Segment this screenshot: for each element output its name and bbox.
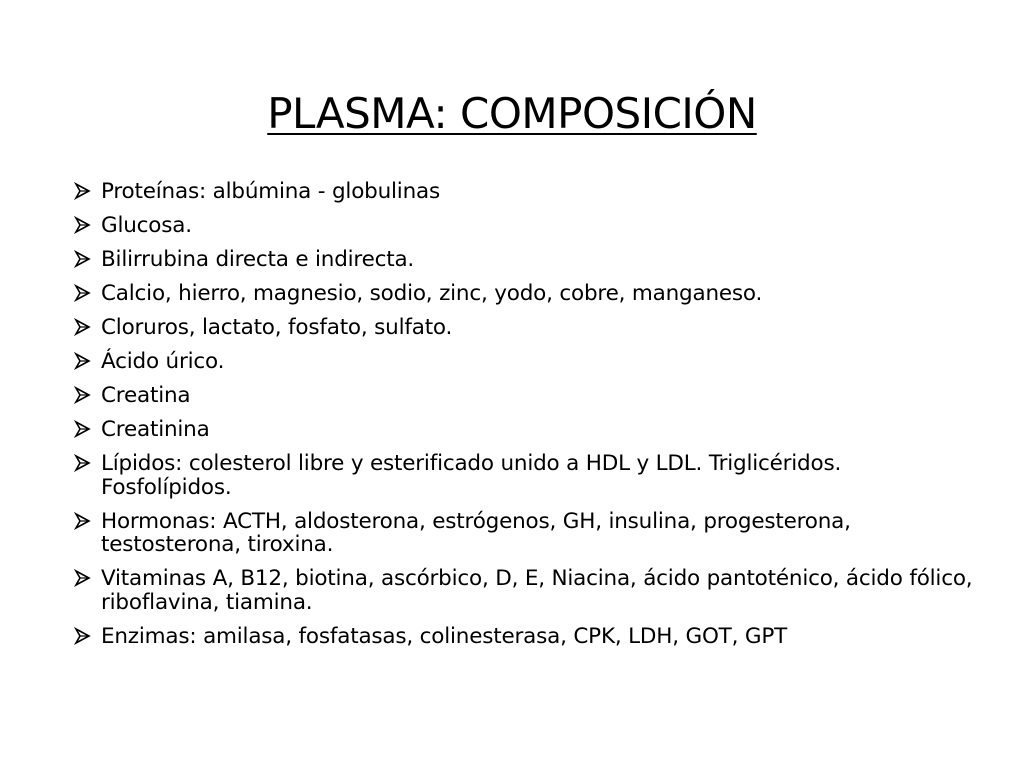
arrowhead-bullet-icon [74, 248, 94, 272]
list-item [74, 282, 974, 306]
arrowhead-bullet-icon [74, 316, 94, 340]
arrowhead-bullet-icon [74, 567, 94, 591]
arrowhead-bullet-icon [74, 350, 94, 374]
list-item-text: Ácido úrico. [101, 349, 225, 374]
list-item [74, 418, 974, 442]
list-item-text: Cloruros, lactato, fosfato, sulfato. [101, 315, 453, 340]
list-item [74, 316, 974, 340]
slide-title: PLASMA: COMPOSICIÓN [267, 89, 757, 138]
list-item-text: Calcio, hierro, magnesio, sodio, zinc, yodo, cobre, manganeso. [101, 281, 763, 306]
arrowhead-bullet-icon [74, 452, 94, 476]
arrowhead-bullet-icon [74, 282, 94, 306]
list-item [74, 567, 974, 614]
list-item-text: Hormonas: ACTH, aldosterona, estrógenos, GH, insulina, progesterona, testosterona, tiroxina. [101, 508, 851, 557]
list-item-text: Creatina [101, 383, 191, 408]
arrowhead-bullet-icon [74, 510, 94, 534]
list-item-text: Creatinina [101, 417, 210, 442]
list-item [74, 625, 974, 649]
arrowhead-bullet-icon [74, 418, 94, 442]
list-item [74, 510, 974, 557]
list-item-text: Bilirrubina directa e indirecta. [101, 247, 415, 272]
arrowhead-bullet-icon [74, 384, 94, 408]
list-item [74, 452, 974, 499]
list-item-text: Lípidos: colesterol libre y esterificado unido a HDL y LDL. Triglicéridos. Fosfolípidos. [101, 451, 842, 500]
list-item [74, 384, 974, 408]
bullet-list [74, 180, 974, 659]
list-item-text: Glucosa. [101, 213, 192, 238]
list-item [74, 214, 974, 238]
list-item-text: Enzimas: amilasa, fosfatasas, colinesterasa, CPK, LDH, GOT, GPT [101, 623, 788, 649]
slide-title-container [0, 84, 1024, 144]
arrowhead-bullet-icon [74, 180, 94, 204]
arrowhead-bullet-icon [74, 625, 94, 649]
list-item [74, 350, 974, 374]
list-item-text: Vitaminas A, B12, biotina, ascórbico, D, E, Niacina, ácido pantoténico, ácido fólico, riboflavina, tiamina. [101, 566, 973, 615]
arrowhead-bullet-icon [74, 214, 94, 238]
list-item [74, 180, 974, 204]
list-item [74, 248, 974, 272]
list-item-text: Proteínas: albúmina - globulinas [101, 179, 440, 204]
